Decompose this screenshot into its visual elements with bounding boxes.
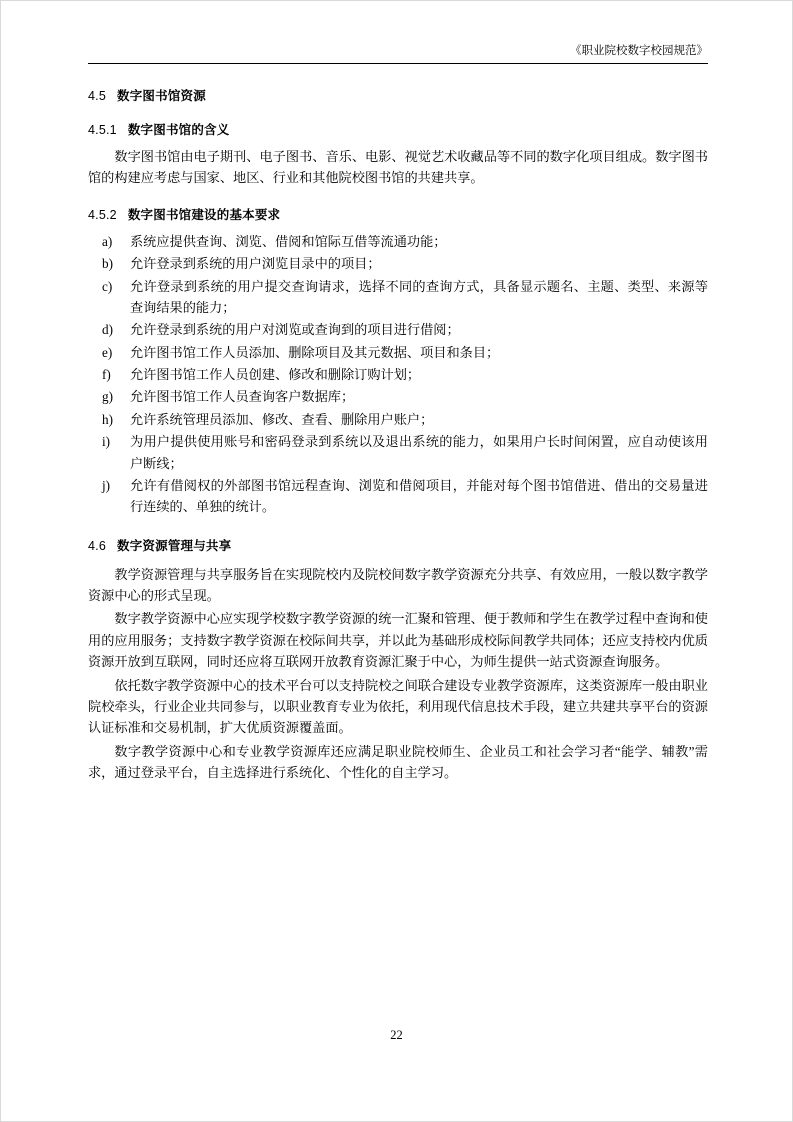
section-number: 4.5.1 bbox=[88, 123, 117, 137]
list-item bbox=[88, 253, 708, 274]
list-marker: b) bbox=[102, 256, 113, 272]
list-marker: h) bbox=[102, 411, 113, 427]
list-item bbox=[88, 431, 708, 474]
requirements-list bbox=[88, 231, 708, 518]
section-title: 数字资源管理与共享 bbox=[117, 538, 232, 553]
list-marker: c) bbox=[102, 278, 113, 294]
section-heading-4-5-2 bbox=[88, 205, 708, 223]
section-heading-4-6 bbox=[88, 536, 708, 554]
section-title: 数字图书馆资源 bbox=[117, 89, 206, 103]
section-heading-4-5-1 bbox=[88, 120, 708, 138]
page-footer bbox=[0, 1028, 793, 1043]
list-item bbox=[88, 364, 708, 385]
paragraph: 数字教学资源中心应实现学校数字教学资源的统一汇聚和管理、便于教师和学生在教学过程中查询和使用的应用服务；支持数字教学资源在校际间共享，并以此为基础形成校际间教学共同体；还应支持校内优质资源开放到互联网，同时还应将互联网开放教育资源汇聚于中心，为师生提供一站式资源查询服务。 bbox=[88, 611, 708, 670]
list-item-text: 为用户提供使用账号和密码登录到系统以及退出系统的能力，如果用户长时间闲置，应自动使该用户断线； bbox=[130, 434, 708, 471]
list-marker: a) bbox=[102, 233, 113, 249]
list-item bbox=[88, 276, 708, 319]
page-number: 22 bbox=[390, 1028, 403, 1042]
paragraph: 数字教学资源中心和专业教学资源库还应满足职业院校师生、企业员工和社会学习者“能学、辅教”需求，通过登录平台，自主选择进行系统化、个性化的自主学习。 bbox=[88, 743, 708, 780]
section-title: 数字图书馆建设的基本要求 bbox=[127, 207, 281, 222]
section-number: 4.5 bbox=[88, 89, 106, 103]
section-number: 4.5.2 bbox=[88, 207, 117, 222]
list-marker: i) bbox=[102, 434, 111, 450]
page-content bbox=[88, 42, 708, 785]
paragraph: 依托数字教学资源中心的技术平台可以支持院校之间联合建设专业教学资源库，这类资源库一般由职业院校牵头，行业企业共同参与，以职业教育专业为依托，利用现代信息技术手段，建立共建共享平台的资源认证标准和交易机制，扩大优质资源覆盖面。 bbox=[88, 677, 708, 736]
list-item-text: 允许登录到系统的用户对浏览或查询到的项目进行借阅； bbox=[130, 322, 460, 338]
section-number: 4.6 bbox=[88, 538, 106, 553]
list-item-text: 允许有借阅权的外部图书馆远程查询、浏览和借阅项目，并能对每个图书馆借进、借出的交易量进行连续的、单独的统计。 bbox=[130, 477, 708, 515]
list-item-text: 允许图书馆工作人员添加、删除项目及其元数据、项目和条目； bbox=[130, 344, 500, 360]
page-header bbox=[88, 42, 708, 63]
list-marker: j) bbox=[102, 477, 111, 493]
list-item-text: 系统应提供查询、浏览、借阅和馆际互借等流通功能； bbox=[130, 233, 447, 249]
list-marker: f) bbox=[102, 367, 111, 382]
list-marker: g) bbox=[102, 389, 113, 405]
list-item bbox=[88, 342, 708, 363]
list-item bbox=[88, 475, 708, 518]
list-item-text: 允许登录到系统的用户浏览目录中的项目； bbox=[130, 256, 381, 272]
list-item bbox=[88, 231, 708, 252]
paragraph: 教学资源管理与共享服务旨在实现院校内及院校间数字教学资源充分共享、有效应用，一般以数字教学资源中心的形式呈现。 bbox=[88, 566, 708, 603]
list-item-text: 允许登录到系统的用户提交查询请求，选择不同的查询方式，具备显示题名、主题、类型、来源等查询结果的能力； bbox=[130, 278, 708, 315]
list-item-text: 允许系统管理员添加、修改、查看、删除用户账户； bbox=[130, 411, 434, 427]
header-divider bbox=[88, 63, 708, 64]
list-item-text: 允许图书馆工作人员创建、修改和删除订购计划； bbox=[130, 367, 421, 382]
list-item-text: 允许图书馆工作人员查询客户数据库； bbox=[130, 389, 355, 405]
header-title: 《职业院校数字校园规范》 bbox=[570, 45, 708, 57]
list-item bbox=[88, 386, 708, 407]
paragraph: 数字图书馆由电子期刊、电子图书、音乐、电影、视觉艺术收藏品等不同的数字化项目组成。数字图书馆的构建应考虑与国家、地区、行业和其他院校图书馆的共建共享。 bbox=[88, 149, 708, 186]
section-heading-4-5 bbox=[88, 86, 708, 104]
list-item bbox=[88, 319, 708, 340]
list-marker: e) bbox=[102, 344, 113, 360]
list-marker: d) bbox=[102, 322, 113, 338]
list-item bbox=[88, 409, 708, 430]
section-title: 数字图书馆的含义 bbox=[127, 123, 230, 137]
